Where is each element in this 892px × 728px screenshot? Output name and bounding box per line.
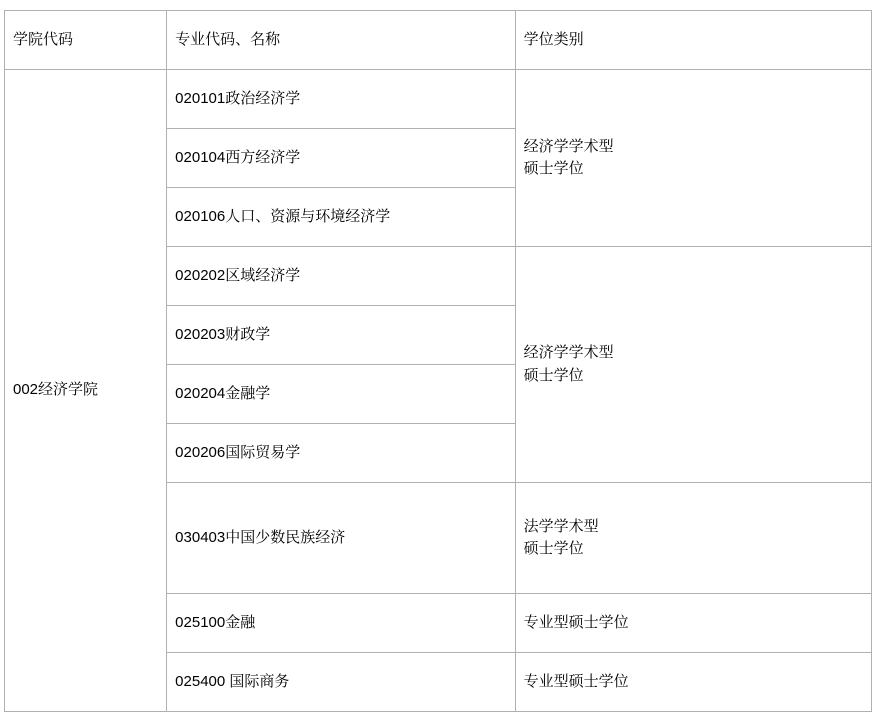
major-cell: 020106人口、资源与环境经济学 [167,188,515,247]
degree-line-secondary: 硕士学位 [523,160,584,177]
degree-type-cell [515,247,871,483]
major-cell: 020203财政学 [167,306,515,365]
table-header-row [5,11,872,70]
header-major-code-name: 专业代码、名称 [167,11,515,70]
college-code-name-cell: 002经济学院 [5,70,167,712]
major-cell: 025100金融 [167,594,515,653]
major-degree-table [4,10,872,712]
degree-type-cell [515,483,871,594]
major-cell: 020202区域经济学 [167,247,515,306]
major-cell: 020101政治经济学 [167,70,515,129]
degree-line-primary: 经济学学术型 [523,137,614,155]
major-cell: 020206国际贸易学 [167,424,515,483]
major-cell: 030403中国少数民族经济 [167,483,515,594]
table-row [5,70,872,129]
degree-line-secondary: 硕士学位 [523,366,584,384]
major-cell: 025400 国际商务 [167,653,515,712]
major-cell: 020104西方经济学 [167,129,515,188]
degree-type-cell: 专业型硕士学位 [515,653,871,712]
degree-line-primary: 法学学术型 [523,517,599,535]
degree-type-cell: 专业型硕士学位 [515,594,871,653]
degree-line-secondary: 硕士学位 [523,540,584,557]
header-college-code: 学院代码 [5,11,167,70]
header-degree-type: 学位类别 [515,11,871,70]
degree-type-cell [515,70,871,247]
major-table-container [0,10,892,712]
degree-line-primary: 经济学学术型 [523,344,614,361]
major-cell: 020204金融学 [167,365,515,424]
